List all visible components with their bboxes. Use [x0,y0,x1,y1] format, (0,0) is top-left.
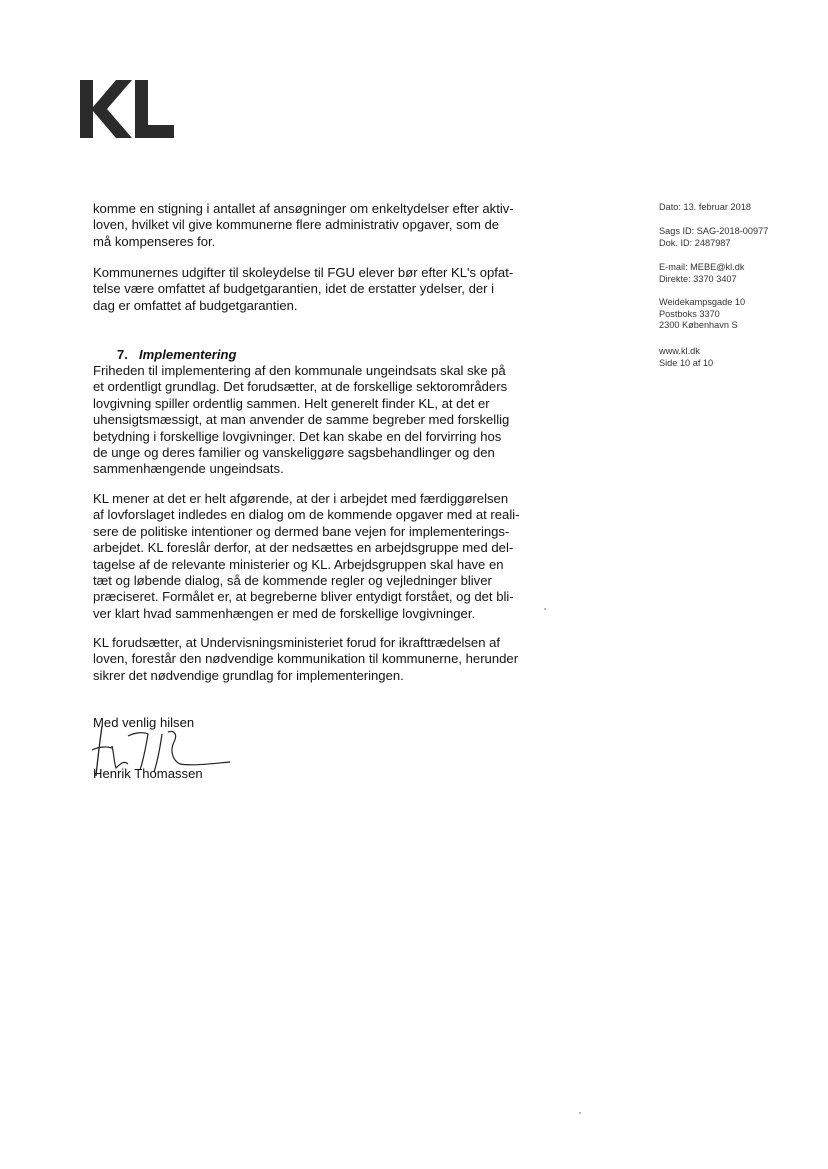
doc-id-value: 2487987 [694,237,731,248]
text-line: tæt og løbende dialog, så de kommende regler og vejledninger bliver [93,573,492,589]
direct-value: 3370 3407 [693,273,737,284]
text-line: et ordentligt grundlag. Det forudsætter, at de forskellige sektorområders [93,379,508,395]
text-line: telse være omfattet af budgetgarantien, idet de erstatter ydelser, der i [93,281,495,297]
text-line: KL forudsætter, at Undervisningsministeriet forud for ikrafttrædelsen af [93,635,501,650]
paragraph-5 [93,635,563,684]
date-value: 13. februar 2018 [683,202,751,212]
case-id-value: SAG-2018-00977 [696,226,769,236]
scan-speck [544,608,546,610]
page-number: Side 10 af 10 [659,357,714,368]
section-heading [117,347,237,363]
text-line: betydning i forskellige lovgivninger. Det kan skabe en del forvirring hos [93,428,502,444]
text-line: tagelse af de relevante ministerier og KL. Arbejdsgruppen skal have en [93,556,504,572]
text-line: dag er omfattet af budgetgarantien. [93,297,298,313]
address-block [659,297,809,332]
date-block [659,202,809,214]
text-line: lovgivning spiller ordentlig sammen. Helt generelt finder KL, at det er [93,395,490,411]
text-line: sikrer det nødvendige grundlag for implementeringen. [93,667,404,683]
email-label: E-mail: [659,262,688,272]
text-line: uhensigtsmæssigt, at man anvender de samme begreber med forskellig [93,412,510,428]
closing-greeting: Med venlig hilsen [93,715,195,730]
paragraph-2 [93,265,563,314]
web-page-block [659,346,809,369]
text-line: må kompenseres for. [93,233,216,249]
paragraph-4 [93,491,563,622]
signer-name: Henrik Thomassen [93,766,203,781]
text-line: af lovforslaget indledes en dialog om de kommende opgaver med at reali- [93,507,520,523]
text-line: Friheden til implementering af den kommunale ungeindsats skal ske på [93,363,506,378]
address-line: 2300 København S [659,320,738,330]
text-line: loven, hvilket vil give kommunerne flere administrativ opgaver, som de [93,217,500,233]
paragraph-1 [93,201,563,250]
address-line: Postboks 3370 [659,308,720,319]
text-line: loven, forestår den nødvendige kommunikation til kommunerne, herunder [93,651,519,667]
text-line: sere de politiske intentioner og dermed bane vejen for implementerings- [93,523,510,539]
text-line: præciseret. Formålet er, at begreberne bliver entydigt forstået, og det bli- [93,589,514,605]
address-line: Weidekampsgade 10 [659,297,746,307]
paragraph-3 [93,363,563,478]
contact-block [659,262,809,285]
date-label: Dato: [659,202,681,212]
kl-logo [80,80,174,138]
text-line: arbejdet. KL foreslår derfor, at der nedsættes en arbejdsgruppe med del- [93,540,514,556]
text-line: Kommunernes udgifter til skoleydelse til FGU elever bør efter KL's opfat- [93,265,514,280]
email-value: MEBE@kl.dk [690,262,745,272]
text-line: sammenhængende ungeindsats. [93,461,284,477]
text-line: de unge og deres familier og vanskeliggøre sagsbehandlinger og den [93,445,495,461]
section-number: 7. [117,347,128,362]
ids-block [659,226,809,249]
doc-id-label: Dok. ID: [659,237,693,248]
text-line: KL mener at det er helt afgørende, at der i arbejdet med færdiggørelsen [93,491,509,506]
case-id-label: Sags ID: [659,226,695,236]
direct-label: Direkte: [659,273,691,284]
website: www.kl.dk [659,346,700,356]
section-title: Implementering [139,347,237,362]
text-line: komme en stigning i antallet af ansøgninger om enkeltydelser efter aktiv- [93,201,514,216]
text-line: ver klart hvad sammenhængen er med de forskellige lovgivninger. [93,605,476,621]
scan-speck [579,1112,581,1114]
